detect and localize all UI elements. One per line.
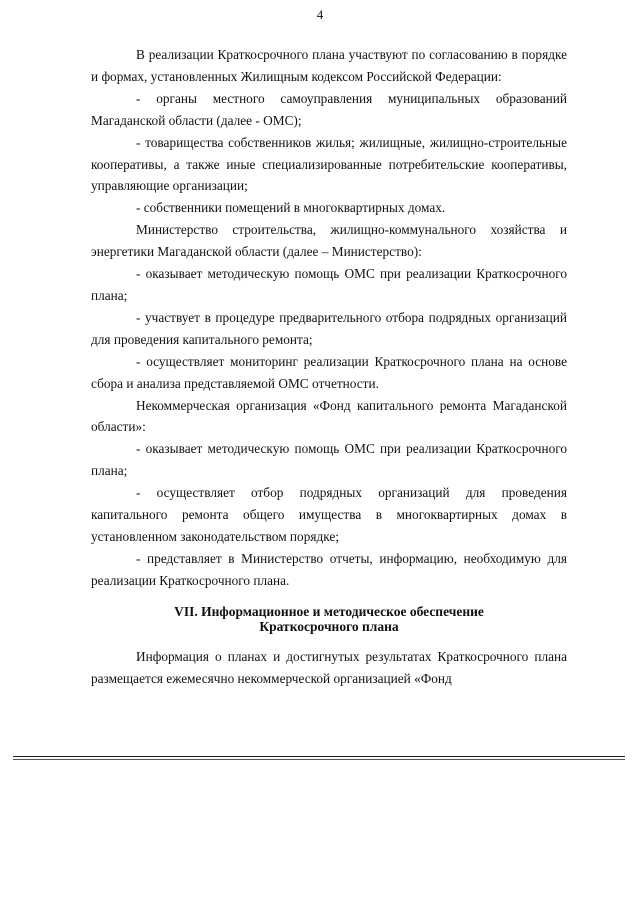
paragraph-ministry: Министерство строительства, жилищно-коммунального хозяйства и энергетики Магаданской области (далее – Министерство): <box>91 222 567 260</box>
list-item-ministry-monitoring: - осуществляет мониторинг реализации Краткосрочного плана на основе сбора и анализа представляемой ОМС отчетности. <box>91 353 567 391</box>
paragraph-information: Информация о планах и достигнутых результатах Краткосрочного плана размещается ежемесячно некоммерческой организацией «Фонд <box>91 648 567 686</box>
list-item-ministry-selection: - участвует в процедуре предварительного отбора подрядных организаций для проведения капитального ремонта; <box>91 309 567 347</box>
scan-edge-line-secondary <box>13 759 625 760</box>
paragraph-participants-intro: В реализации Краткосрочного плана участвуют по согласованию в порядке и формах, установленных Жилищным кодексом Российской Федерации: <box>91 47 567 84</box>
section-heading <box>91 604 567 634</box>
list-item-ministry-help: - оказывает методическую помощь ОМС при реализации Краткосрочного плана; <box>91 266 567 303</box>
section-heading-line-1: VII. Информационное и методическое обеспечение <box>174 603 484 619</box>
list-item-fund-reports: - представляет в Министерство отчеты, информацию, необходимую для реализации Краткосрочного плана. <box>91 550 567 588</box>
list-item-fund-selection: - осуществляет отбор подрядных организаций для проведения капитального ремонта общего имущества в многоквартирных домах в установленном законодательством порядке; <box>91 485 567 544</box>
list-item-oms: - органы местного самоуправления муниципальных образований Магаданской области (далее - ОМС); <box>91 90 567 128</box>
document-body <box>91 44 567 689</box>
section-heading-line-2: Краткосрочного плана <box>259 618 399 634</box>
page-number: 4 <box>316 7 324 22</box>
paragraph-fund: Некоммерческая организация «Фонд капитального ремонта Магаданской области»: <box>91 397 567 435</box>
list-item-fund-help: - оказывает методическую помощь ОМС при реализации Краткосрочного плана; <box>91 441 567 479</box>
list-item-owners: - собственники помещений в многоквартирных домах. <box>136 200 446 216</box>
scan-edge-line <box>13 756 625 757</box>
list-item-tsj: - товарищества собственников жилья; жилищные, жилищно-строительные кооперативы, а также иные специализированные потребительские кооперативы, управляющие организации; <box>91 134 567 194</box>
